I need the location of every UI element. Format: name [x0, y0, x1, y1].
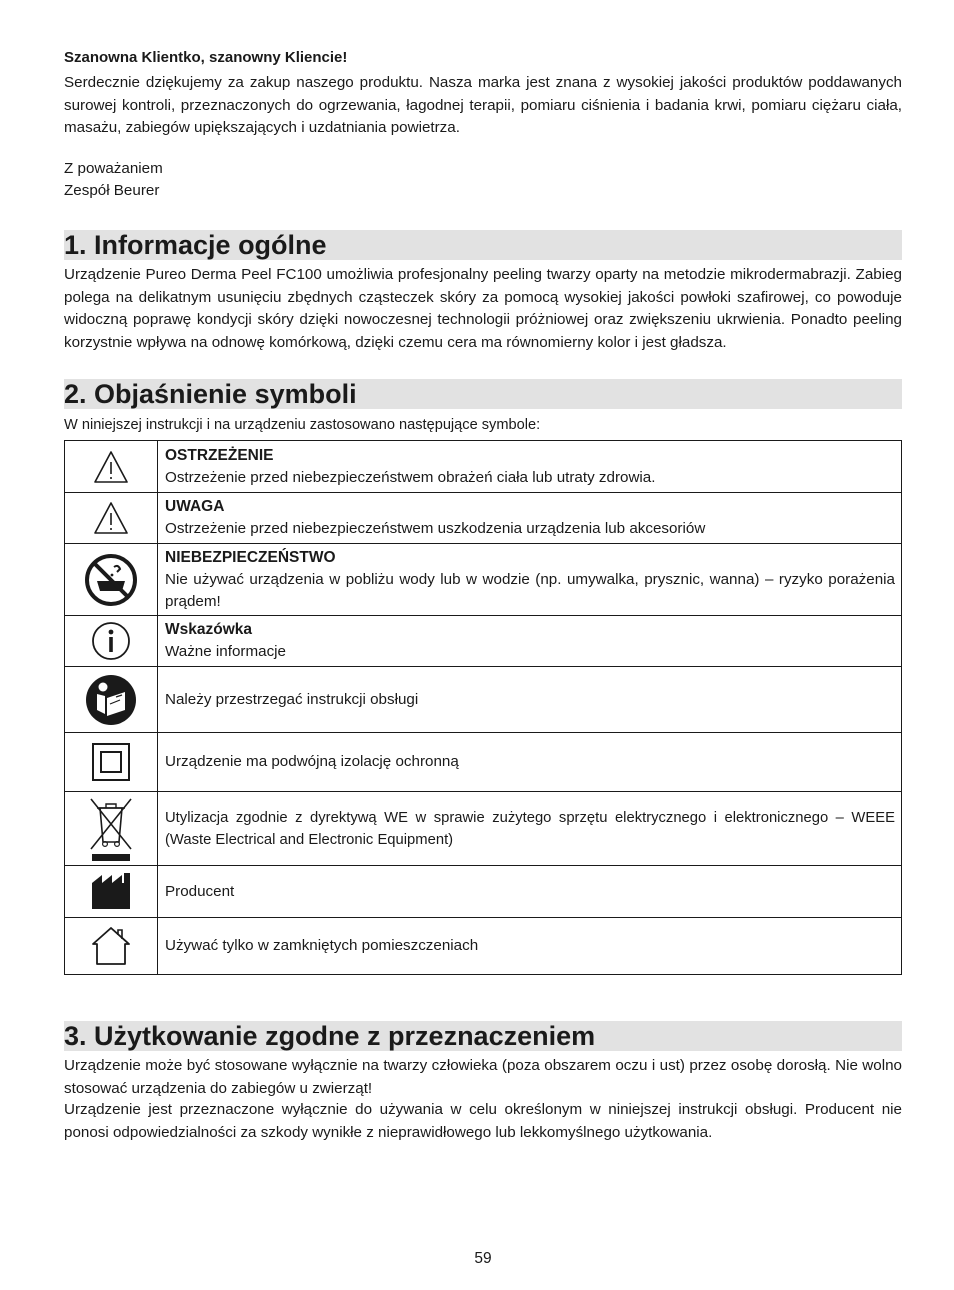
- symbol-text: Ostrzeżenie przed niebezpieczeństwem obrażeń ciała lub utraty zdrowia.: [165, 468, 656, 486]
- symbol-description-cell: [158, 792, 902, 866]
- symbol-description-cell: [158, 493, 902, 544]
- greeting-title: Szanowna Klientko, szanowny Kliencie!: [64, 49, 348, 66]
- section-body-intended-use-2: Urządzenie jest przeznaczone wyłącznie do używania w celu określonym w niniejszej instrukcji obsługi. Producent nie ponosi odpowiedzialności za szkody wynikłe z nieprawidłowego lub lekkomyślnego użytkowania.: [64, 1101, 902, 1141]
- symbol-icon-cell: [65, 792, 158, 866]
- section-body-intended-use-1: Urządzenie może być stosowane wyłącznie na twarzy człowieka (poza obszarem oczu i ust) przez osobę dorosłą. Nie wolno stosować urządzenia do zabiegów u zwierząt!: [64, 1057, 902, 1097]
- section-heading-general-info: 1. Informacje ogólne: [64, 230, 902, 260]
- symbol-icon-cell: [65, 733, 158, 792]
- symbol-icon-cell: [65, 616, 158, 667]
- symbol-description-cell: [158, 733, 902, 792]
- section-heading-intended-use: 3. Użytkowanie zgodne z przeznaczeniem: [64, 1021, 902, 1051]
- symbol-icon-cell: [65, 866, 158, 918]
- greeting-closing: Z poważaniem: [64, 160, 163, 177]
- warning-triangle-icon: [93, 450, 129, 484]
- symbol-title: UWAGA: [165, 498, 225, 515]
- read-manual-icon: [85, 674, 137, 726]
- section-body-general-info: Urządzenie Pureo Derma Peel FC100 umożliwia profesjonalny peeling twarzy oparty na metodzie mikrodermabrazji. Zabieg polega na delikatnym usunięciu zbędnych cząsteczek skóry za pomocą wysokiej jakości powłoki szafirowej, co powoduje widoczną poprawę kondycji skóry dzięki nowoczesnej technologii próżniowej oraz zwiększeniu ukrwienia. Ponadto peeling korzystnie wpływa na odnowę komórkową, dzięki czemu cera ma równomierny kolor i jest gładsza.: [64, 266, 902, 351]
- symbols-intro: W niniejszej instrukcji i na urządzeniu zastosowano następujące symbole:: [64, 417, 541, 433]
- no-water-icon: [84, 553, 138, 607]
- symbol-description-cell: [158, 866, 902, 918]
- symbol-row: [65, 792, 902, 866]
- symbol-description-cell: [158, 616, 902, 667]
- symbol-row: [65, 918, 902, 975]
- symbol-icon-cell: [65, 918, 158, 975]
- page-number: 59: [474, 1250, 492, 1267]
- warning-triangle-icon: [93, 501, 129, 535]
- info-icon: [91, 621, 131, 661]
- greeting-signature: Zespół Beurer: [64, 182, 160, 199]
- symbols-table: [64, 440, 902, 975]
- symbol-text: Ostrzeżenie przed niebezpieczeństwem uszkodzenia urządzenia lub akcesoriów: [165, 520, 706, 537]
- symbol-description-cell: [158, 441, 902, 493]
- symbol-text: Używać tylko w zamkniętych pomieszczeniach: [165, 937, 479, 954]
- symbol-title: Wskazówka: [165, 621, 253, 638]
- symbol-description-cell: [158, 918, 902, 975]
- symbol-text: Ważne informacje: [165, 643, 286, 660]
- double-insulation-icon: [91, 742, 131, 782]
- symbol-icon-cell: [65, 544, 158, 616]
- symbol-row: [65, 667, 902, 733]
- symbol-text: Utylizacja zgodnie z dyrektywą WE w sprawie zużytego sprzętu elektrycznego i elektronicznego – WEEE (Waste Electrical and Electronic Equipment): [165, 809, 895, 848]
- manufacturer-icon: [90, 873, 132, 911]
- symbol-description-cell: [158, 667, 902, 733]
- symbol-text: Urządzenie ma podwójną izolację ochronną: [165, 753, 459, 770]
- symbol-title: OSTRZEŻENIE: [165, 446, 274, 464]
- weee-bin-icon: [88, 796, 134, 862]
- symbol-text: Producent: [165, 882, 235, 900]
- symbol-description-cell: [158, 544, 902, 616]
- symbol-row: [65, 616, 902, 667]
- indoor-use-icon: [91, 926, 131, 966]
- symbol-text: Nie używać urządzenia w pobliżu wody lub w wodzie (np. umywalka, prysznic, wanna) – ryzyko porażenia prądem!: [165, 570, 895, 610]
- symbol-icon-cell: [65, 441, 158, 493]
- symbol-text: Należy przestrzegać instrukcji obsługi: [165, 690, 419, 708]
- symbol-row: [65, 493, 902, 544]
- greeting-body: Serdecznie dziękujemy za zakup naszego produktu. Nasza marka jest znana z wysokiej jakości produktów poddawanych surowej kontroli, przeznaczonych do ogrzewania, łagodnej terapii, pomiaru ciśnienia i badania krwi, pomiaru ciężaru ciała, masażu, zabiegów upiększających i uzdatniania powietrza.: [64, 74, 902, 136]
- section-heading-symbols: 2. Objaśnienie symboli: [64, 379, 902, 409]
- symbol-row: [65, 733, 902, 792]
- symbol-icon-cell: [65, 493, 158, 544]
- symbol-title: NIEBEZPIECZEŃSTWO: [165, 548, 336, 566]
- symbol-icon-cell: [65, 667, 158, 733]
- symbol-row: [65, 866, 902, 918]
- symbol-row: [65, 441, 902, 493]
- symbol-row: [65, 544, 902, 616]
